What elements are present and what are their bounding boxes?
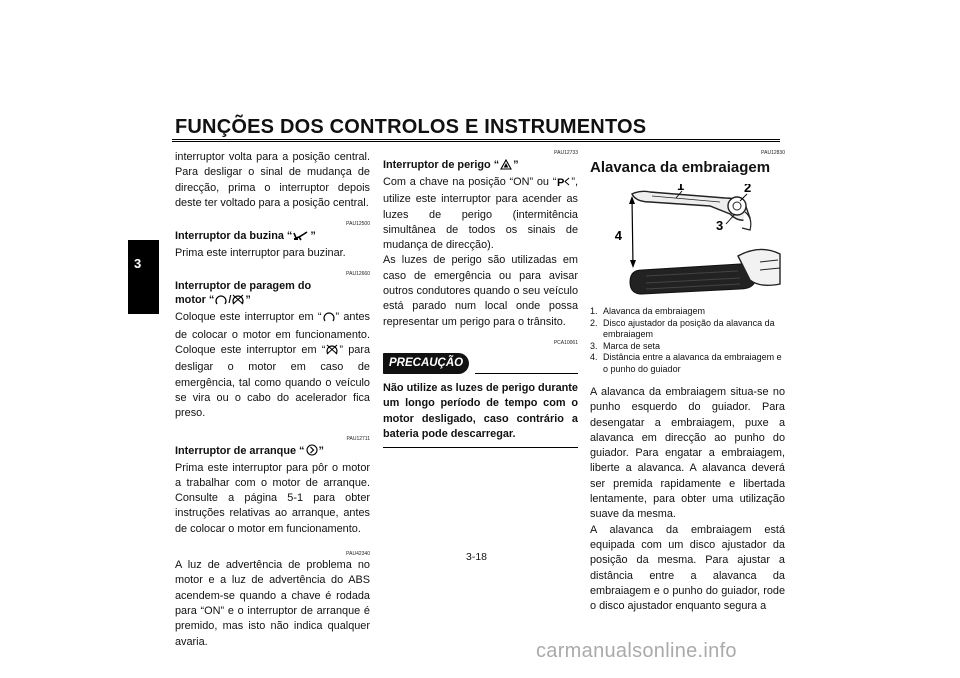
section-code: PAU12660 bbox=[346, 271, 370, 278]
figure-label-2: 2 bbox=[744, 184, 752, 195]
page-number: 3-18 bbox=[466, 551, 488, 563]
section-code: PAU12500 bbox=[346, 221, 370, 228]
horn-heading: Interruptor da buzina “ ” bbox=[175, 229, 370, 245]
caution-text: Não utilize as luzes de perigo durante um longo período de tempo com o motor desligado, caso contrário a bateria pode descarregar. bbox=[383, 381, 578, 440]
caution-header bbox=[383, 353, 578, 375]
intro-paragraph: interruptor volta para a posição central. Para desligar o sinal de mudança de direcção, prima o interruptor depois deste ter voltado para a posição central. bbox=[175, 151, 370, 209]
section-code: PCA10061 bbox=[553, 339, 578, 346]
svg-text:P: P bbox=[557, 177, 565, 187]
caption-item: 4. Distância entre a alavanca da embraiagem e o punho do guiador bbox=[590, 352, 782, 374]
section-code: PAU12830 bbox=[761, 150, 785, 156]
start-text: Prima este interruptor para pôr o motor a trabalhar com o motor de arranque. Consulte a página 5-1 para obter instruções relativas ao arranque, antes de colocar o motor em funcionamento. bbox=[175, 461, 370, 535]
caution-end-rule bbox=[383, 447, 578, 448]
hazard-text: Com a chave na posição “ON” ou “ P ”, utilize este interruptor para acender as luzes de perigo (intermitência simultânea de todos os sinais de mudança de direcção). bbox=[383, 176, 578, 252]
section-title: Alavanca da embraiagem bbox=[590, 159, 771, 176]
horn-icon bbox=[293, 231, 309, 245]
engine-run-icon bbox=[323, 311, 335, 327]
figure-label-3: 3 bbox=[716, 218, 724, 233]
clutch-paragraph-1: A alavanca da embraiagem situa-se no punho esquerdo do guiador. Para desengatar a embraiagem, puxe a alavanca em direcção ao punho do guiador. Para engatar a embraiagem, liberte a alavanca. A alavanca deverá ser premida rapidamente e libertada lentamente, para obter uma utilização suave da mesma. bbox=[590, 386, 785, 521]
section-code: PAU42340 bbox=[346, 551, 370, 558]
header-rule-bottom bbox=[172, 141, 780, 142]
chapter-tab-label: 3 bbox=[134, 256, 142, 271]
figure-captions bbox=[590, 306, 785, 375]
section-code: PAU12733 bbox=[554, 150, 578, 156]
section-code: PAU12711 bbox=[346, 435, 370, 442]
caption-item: 3. Marca de seta bbox=[590, 340, 661, 351]
column-3 bbox=[590, 150, 785, 614]
hazard-text-2: As luzes de perigo são utilizadas em caso de emergência ou para avisar outros condutores quando o seu veículo está parado num local onde possa representar um perigo para o trânsito. bbox=[383, 254, 578, 328]
clutch-lever-figure bbox=[590, 184, 785, 302]
figure-label-4: 4 bbox=[614, 228, 622, 243]
engine-off-icon bbox=[232, 294, 244, 309]
column-1 bbox=[175, 150, 370, 650]
caption-item: 1. Alavanca da embraiagem bbox=[590, 306, 706, 316]
caution-rule bbox=[475, 373, 578, 374]
engine-stop-heading: Interruptor de paragem do motor “ / ” bbox=[175, 279, 370, 309]
caution-label: PRECAUÇÃO bbox=[383, 353, 469, 374]
caption-item: 2. Disco ajustador da posição da alavanca da embraiagem bbox=[590, 317, 775, 339]
column-2 bbox=[383, 150, 578, 448]
clutch-lever-drawing bbox=[590, 184, 785, 302]
watermark: carmanualsonline.info bbox=[536, 640, 737, 662]
horn-text: Prima este interruptor para buzinar. bbox=[175, 247, 346, 260]
starter-icon bbox=[306, 444, 318, 460]
warning-text: A luz de advertência de problema no motor e a luz de advertência do ABS acendem-se quando a chave é rodada para “ON” e o interruptor de arranque é premido, mas isto não indica qualquer avaria. bbox=[175, 559, 370, 648]
engine-off-icon bbox=[326, 344, 338, 360]
header-rule-top bbox=[172, 139, 780, 140]
engine-stop-text: Coloque este interruptor em “ ” antes de colocar o motor em funcionamento. Coloque este interruptor em “ ” para desligar o motor em caso de emergência, tal como quando o veículo se vira ou o cabo do acelerador fica preso. bbox=[175, 311, 371, 420]
clutch-paragraph-2: A alavanca da embraiagem está equipada com um disco ajustador da posição da mesma. Para ajustar a distância entre a alavanca da embraiagem e o punho do guiador, rode o disco ajustador enquanto segura a bbox=[590, 523, 785, 613]
engine-run-icon bbox=[215, 294, 227, 309]
parking-icon bbox=[557, 176, 570, 192]
figure-label-1: 1 bbox=[677, 184, 685, 193]
hazard-heading: Interruptor de perigo “ ” bbox=[383, 158, 578, 174]
hazard-icon bbox=[500, 159, 512, 174]
page-title: FUNÇÕES DOS CONTROLOS E INSTRUMENTOS bbox=[175, 116, 647, 138]
chapter-tab bbox=[128, 240, 159, 314]
start-heading: Interruptor de arranque “ ” bbox=[175, 444, 370, 460]
